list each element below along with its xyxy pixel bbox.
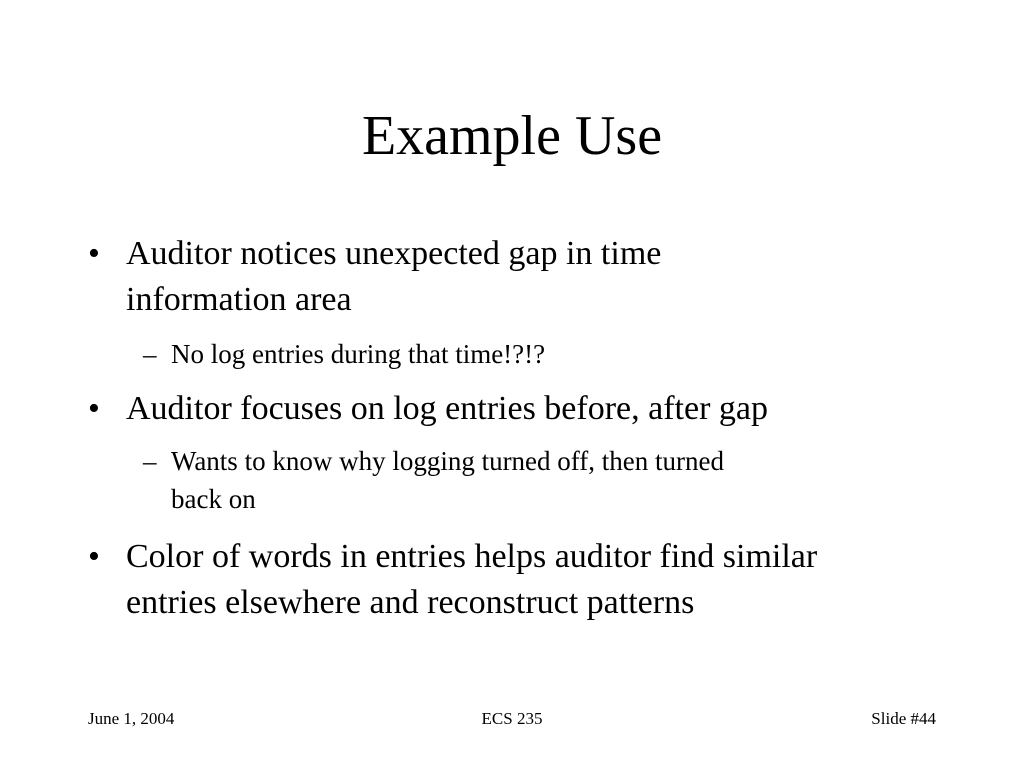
sub-bullet-text-line: back on [171,484,256,514]
bullet-text-line: Auditor focuses on log entries before, after gap [126,390,768,427]
dash-symbol: – [143,339,157,369]
dash-symbol: – [143,446,157,476]
bullet-text-line: Auditor notices unexpected gap in time [126,235,662,272]
slide-title: Example Use [361,105,663,167]
sub-bullet-text-line: No log entries during that time!?!? [171,339,546,369]
bullet-symbol: • [88,235,100,272]
footer-date: June 1, 2004 [88,709,175,728]
bullet-symbol: • [88,390,100,427]
bullet-text-line: entries elsewhere and reconstruct patterns [126,584,695,621]
bullet-symbol: • [88,538,100,575]
bullet-text-line: Color of words in entries helps auditor find similar [126,538,818,575]
footer-course: ECS 235 [481,709,543,728]
footer-slide-number: Slide #44 [871,709,936,728]
sub-bullet-text-line: Wants to know why logging turned off, then turned [171,446,724,476]
bullet-text-line: information area [126,281,352,318]
